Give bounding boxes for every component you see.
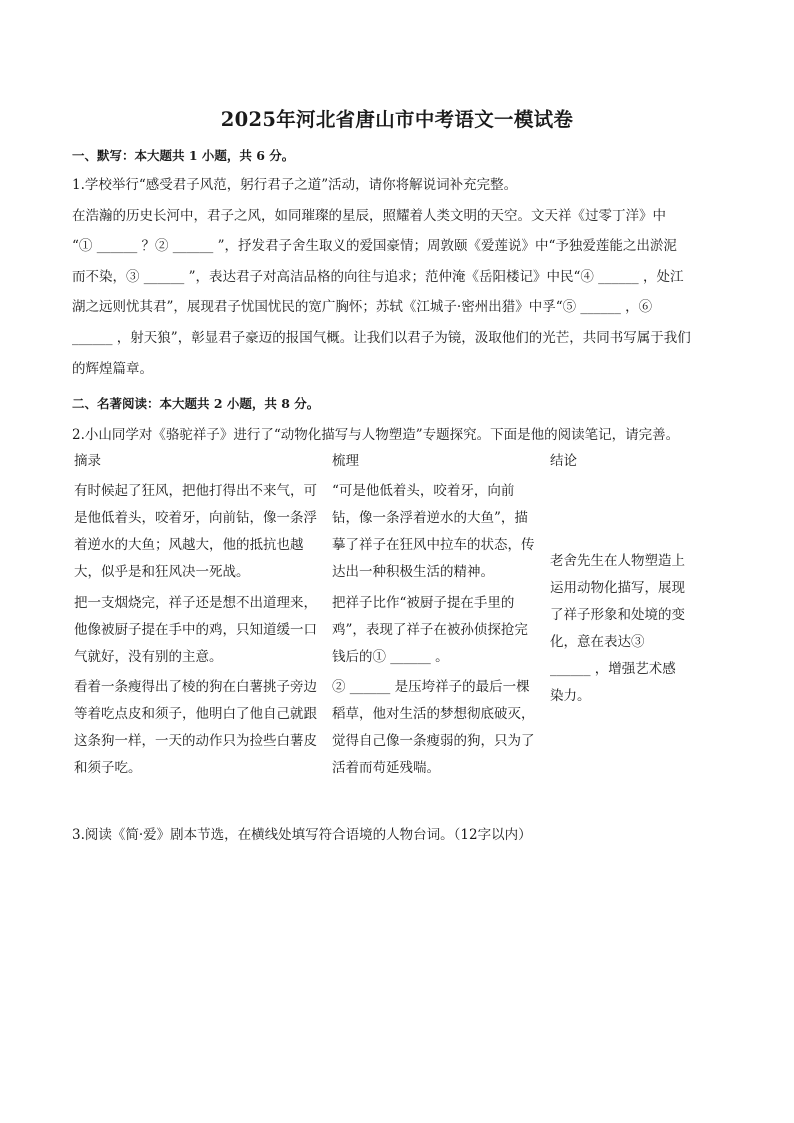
analysis-line: “可是他低着头，咬着牙，向前: [332, 483, 515, 499]
excerpt-line: 着逆水的大鱼；风越大，他的抵抗也越: [74, 537, 304, 553]
excerpt-line: 大，似乎是和狂风决一死战。: [74, 564, 250, 580]
conclusion-line: 了祥子形象和处境的变: [550, 607, 685, 623]
excerpt-line: 和须子吃。: [74, 760, 142, 776]
analysis-line: 摹了祥子在狂风中拉车的状态，传: [332, 537, 535, 553]
question-3-prompt: 3.阅读《简·爱》剧本节选，在横线处填写符合语境的人物台词。（12字以内）: [72, 827, 532, 843]
excerpt-line: 看着一条瘦得出了棱的狗在白薯挑子旁边: [74, 679, 317, 695]
excerpt-line: 这条狗一样，一天的动作只为捡些白薯皮: [74, 733, 317, 749]
excerpt-line: 等着吃点皮和须子，他明白了他自己就跟: [74, 706, 317, 722]
excerpt-line: 他像被厨子提在手中的鸡，只知道缓一口: [74, 622, 317, 638]
analysis-line: 鸡”，表现了祥子在被孙侦探抢完: [332, 622, 528, 638]
analysis-line: 把祥子比作“被厨子提在手里的: [332, 595, 515, 611]
passage-line: “① ______ ？② ______ ”，抒发君子舍生取义的爱国豪情；周敦颐《爱莲说》中“予独爱莲能之出淤泥: [72, 238, 677, 254]
conclusion-line: ______ ，增强艺术感: [550, 661, 676, 677]
question-2-prompt: 2.小山同学对《骆驼祥子》进行了“动物化描写与人物塑造”专题探究。下面是他的阅读笔记，请完善。: [72, 427, 680, 443]
analysis-line: 钻，像一条浮着逆水的大鱼”，描: [332, 510, 528, 526]
passage-line: ______ ，射天狼”，彰显君子豪迈的报国气概。让我们以君子为镜，汲取他们的光芒，共同书写属于我们: [72, 330, 691, 346]
excerpt-line: 有时候起了狂风，把他打得出不来气，可: [74, 483, 317, 499]
analysis-line: 稻草，他对生活的梦想彻底破灭，: [332, 706, 535, 722]
passage-line: 的辉煌篇章。: [72, 361, 153, 377]
analysis-line: 活着而苟延残喘。: [332, 760, 440, 776]
analysis-line: 钱后的① ______ 。: [332, 649, 449, 665]
conclusion-line: 老舍先生在人物塑造上: [550, 553, 685, 569]
passage-line: 在浩瀚的历史长河中，君子之风，如同璀璨的星辰，照耀着人类文明的天空。文天祥《过零丁洋》中: [72, 208, 666, 224]
conclusion-line: 化，意在表达③: [550, 634, 645, 650]
conclusion-line: 染力。: [550, 688, 591, 704]
excerpt-line: 气就好，没有别的主意。: [74, 649, 223, 665]
analysis-line: ② ______ 是压垮祥子的最后一棵: [332, 679, 530, 695]
conclusion-line: 运用动物化描写，展现: [550, 580, 685, 596]
exam-title: 2025年河北省唐山市中考语文一模试卷: [220, 108, 574, 131]
passage-line: 湖之远则忧其君”，展现君子忧国忧民的宽广胸怀；苏轼《江城子·密州出猎》中孚“⑤ ______ ，⑥: [72, 299, 653, 315]
question-1-prompt: 1.学校举行“感受君子风范，躬行君子之道”活动，请你将解说词补充完整。: [72, 177, 518, 193]
excerpt-line: 是他低着头，咬着牙，向前钻，像一条浮: [74, 510, 317, 526]
analysis-line: 达出一种积极生活的精神。: [332, 564, 494, 580]
table-header-analysis: 梳理: [332, 453, 359, 469]
table-header-conclusion: 结论: [550, 453, 577, 469]
section-2-heading: 二、名著阅读：本大题共 2 小题，共 8 分。: [72, 396, 320, 411]
analysis-line: 觉得自己像一条瘦弱的狗，只为了: [332, 733, 535, 749]
passage-line: 而不染，③ ______ ”，表达君子对高洁品格的向往与追求；范仲淹《岳阳楼记》中民“④ ______ ，处江: [72, 269, 684, 285]
table-header-excerpt: 摘录: [74, 453, 101, 469]
section-1-heading: 一、默写：本大题共 1 小题，共 6 分。: [72, 148, 295, 163]
excerpt-line: 把一支烟烧完，祥子还是想不出道理来，: [74, 595, 317, 611]
